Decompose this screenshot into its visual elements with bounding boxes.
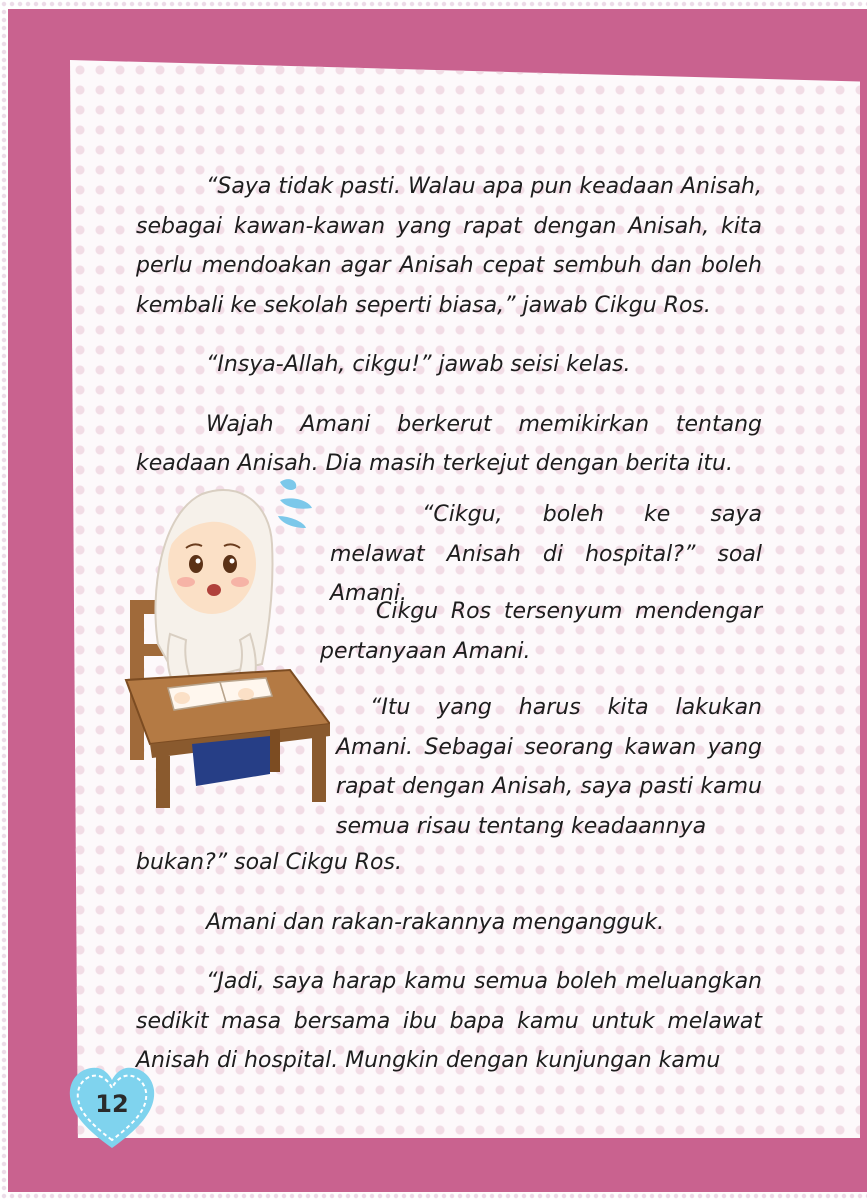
paragraph: Cikgu Ros tersenyum mendengar pertanyaan Amani. [320, 599, 762, 664]
story-text-bottom [136, 843, 762, 1081]
paragraph: bukan?” soal Cikgu Ros. [136, 850, 402, 875]
paragraph: Amani dan rakan-rakannya mengangguk. [206, 909, 665, 935]
paragraph: “Cikgu, boleh ke saya melawat Anisah di hospital?” soal Amani. [330, 502, 762, 606]
page-number: 12 [95, 1090, 129, 1118]
paragraph: Wajah Amani berkerut memikirkan tentang keadaan Anisah. Dia masih terkejut dengan berita itu. [136, 411, 762, 476]
paragraph: “Saya tidak pasti. Walau apa pun keadaan Anisah, sebagai kawan-kawan yang rapat dengan Anisah, kita perlu mendoakan agar Anisah cepat sembuh dan boleh kembali ke sekolah seperti biasa,” jawab Cikgu Ros. [136, 174, 762, 318]
story-text-top [136, 167, 762, 484]
story-text-beside-illustration [320, 592, 762, 671]
paragraph: “Itu yang harus kita lakukan Amani. Sebagai seorang kawan yang rapat dengan Anisah, saya pasti kamu semua risau tentang keadaannya [336, 695, 762, 839]
paragraph: “Insya-Allah, cikgu!” jawab seisi kelas. [206, 352, 631, 377]
girl-reading-illustration [120, 474, 330, 814]
paragraph: “Jadi, saya harap kamu semua boleh meluangkan sedikit masa bersama ibu bapa kamu untuk melawat Anisah di hospital. Mungkin dengan kunjungan kamu [136, 969, 762, 1073]
story-text-beside-illustration [336, 688, 762, 846]
